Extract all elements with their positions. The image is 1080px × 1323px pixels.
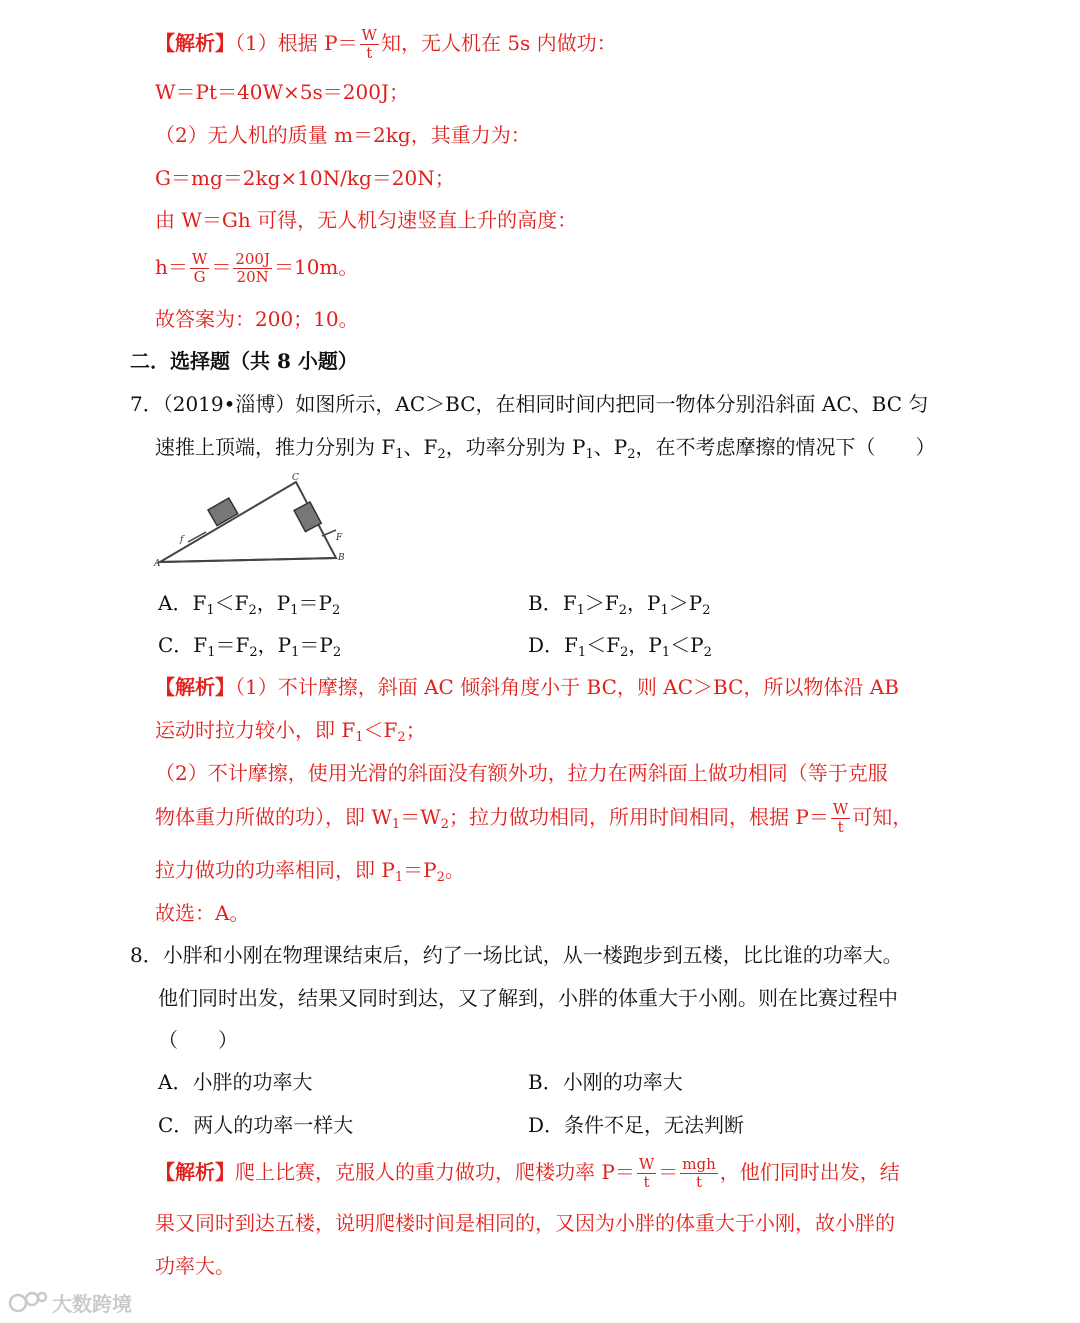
q8-stem-line-1: 8．小胖和小刚在物理课结束后，约了一场比试，从一楼跑步到五楼，比比谁的功率大。 xyxy=(130,943,903,967)
label-a: A xyxy=(154,559,161,569)
label-b: B xyxy=(338,553,345,563)
q8-solution-line-2: 果又同时到达五楼，说明爬楼时间是相同的，又因为小胖的体重大于小刚，故小胖的 xyxy=(155,1211,895,1235)
fraction-w-over-t: $\frac{W}{t}$ xyxy=(361,26,377,62)
q6-solution-line-1: 【解析】（1）根据 P＝ $\frac{W}{t}$ 知，无人机在 5s 内做功： xyxy=(155,26,617,62)
q7-stem-line-1: 7．（2019•淄博）如图所示，AC＞BC，在相同时间内把同一物体分别沿斜面 AC、BC 匀 xyxy=(130,392,929,416)
solution-tag: 【解析】 xyxy=(155,1160,235,1184)
q7-solution-line-5: 拉力做功的功率相同，即 $P_1=P_2$。 xyxy=(155,858,465,885)
solution-tag: 【解析】 xyxy=(155,675,235,699)
fraction-w-over-t: $\frac{W}{t}$ xyxy=(832,800,849,836)
q7-option-a: A．$F_1<F_2$，$P_1=P_2$ xyxy=(158,591,341,618)
block-on-bc xyxy=(294,502,321,532)
q7-stem-line-2: 速推上顶端，推力分别为 $F_1$、$F_2$，功率分别为 $P_1$、$P_2$，在不考虑摩擦的情况下（ ） xyxy=(155,435,936,462)
ground-line xyxy=(160,558,336,562)
q7-solution-line-1: 【解析】（1）不计摩擦，斜面 AC 倾斜角度小于 BC，则 AC＞BC，所以物体沿 AB xyxy=(155,675,899,699)
q8-stem-line-2: 他们同时出发，结果又同时到达，又了解到，小胖的体重大于小刚。则在比赛过程中 xyxy=(158,986,898,1010)
q7-solution-line-4: 物体重力所做的功），即 $W_1=W_2$；拉力做功相同，所用时间相同，根据 P＝ $\frac{W}{t}$ 可知， xyxy=(155,800,913,836)
q6-solution-line-2: W＝Pt＝40W×5s＝200J； xyxy=(155,80,409,104)
q8-stem-line-3: （ ） xyxy=(158,1028,238,1052)
watermark xyxy=(8,1286,132,1318)
fraction-w-over-t: $\frac{W}{t}$ xyxy=(638,1155,655,1191)
q8-option-a: A．小胖的功率大 xyxy=(158,1070,313,1094)
q6-answer: 故答案为：200；10。 xyxy=(155,307,359,331)
q7-option-d: D．$F_1<F_2$，$P_1<P_2$ xyxy=(528,633,712,660)
q7-answer: 故选：A。 xyxy=(155,901,250,925)
q6-solution-line-6: h＝ $\frac{W}{G}$ ＝ $\frac{200J}{20N}$ ＝10m。 xyxy=(155,250,359,286)
solution-tag: 【解析】 xyxy=(155,31,235,55)
watermark-logo-icon xyxy=(8,1289,48,1315)
q8-option-c: C．两人的功率一样大 xyxy=(158,1113,354,1137)
incline-diagram xyxy=(150,470,370,570)
q7-option-b: B．$F_1>F_2$，$P_1>P_2$ xyxy=(528,591,711,618)
q6-solution-line-3: （2）无人机的质量 m＝2kg，其重力为： xyxy=(155,123,531,147)
label-f-left: f xyxy=(180,535,184,545)
q6-solution-line-4: G＝mg＝2kg×10N/kg＝20N； xyxy=(155,166,455,190)
q8-option-d: D．条件不足，无法判断 xyxy=(528,1113,745,1137)
fraction-mgh-over-t: $\frac{\text{mgh}}{t}$ xyxy=(682,1155,716,1191)
section-heading: 二．选择题（共 8 小题） xyxy=(130,349,358,373)
block-on-ac xyxy=(208,498,238,526)
q8-solution-line-3: 功率大。 xyxy=(155,1254,235,1278)
fraction-w-over-g: $\frac{W}{G}$ xyxy=(191,250,208,286)
q7-option-c: C．$F_1=F_2$，$P_1=P_2$ xyxy=(158,633,342,660)
q7-solution-line-3: （2）不计摩擦，使用光滑的斜面没有额外功，拉力在两斜面上做功相同（等于克服 xyxy=(155,761,888,785)
q8-option-b: B．小刚的功率大 xyxy=(528,1070,683,1094)
q7-solution-line-2: 运动时拉力较小，即 $F_1<F_2$； xyxy=(155,718,426,745)
q6-solution-line-5: 由 W＝Gh 可得，无人机匀速竖直上升的高度： xyxy=(155,208,578,232)
label-c: C xyxy=(292,473,299,483)
label-f-right: F xyxy=(336,533,343,543)
q8-solution-line-1: 【解析】爬上比赛，克服人的重力做功，爬楼功率 P＝ $\frac{W}{t}$ ＝ $\frac{\text{mgh}}{t}$ ，他们同时出发，结 xyxy=(155,1155,900,1191)
fraction-200j-over-20n: $\frac{200J}{20N}$ xyxy=(235,250,270,286)
watermark-text: 大数跨境 xyxy=(52,1291,132,1316)
force-arrow-right xyxy=(322,530,336,536)
